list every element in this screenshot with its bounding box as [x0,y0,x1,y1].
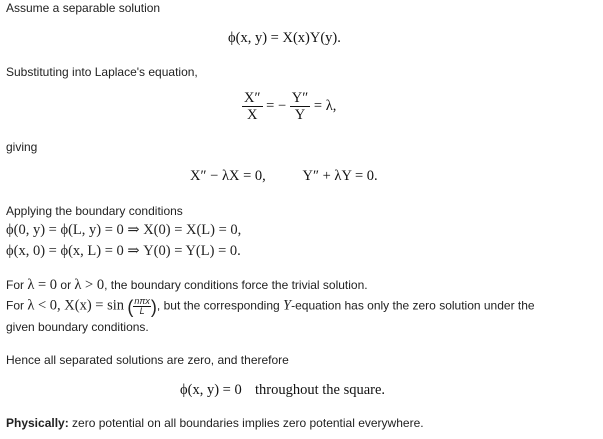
equals-lambda: = λ, [313,97,337,114]
case2-pre: For [6,298,28,313]
fraction-y-numerator: Y″ [291,90,309,106]
paren-open: ( [127,296,134,317]
case1-pre: For [6,278,28,292]
ode-x: X″ − λX = 0, [190,168,266,184]
case1-post: , the boundary conditions force the trivial solution. [104,278,368,292]
intro-text: Assume a separable solution [6,1,161,15]
sin-arg-numerator: nπx [134,296,150,306]
case1-math-1: λ = 0 [27,277,58,293]
equation-ratio [242,90,336,123]
fraction-y [290,90,311,123]
equation-result [180,382,385,399]
boundary-condition-1: ϕ(0, y) = ϕ(L, y) = 0 ⇒ X(0) = X(L) = 0, [6,222,242,238]
result-math: ϕ(x, y) = 0 [180,382,242,398]
case2-continuation: given boundary conditions. [6,320,149,334]
fraction-x-denominator: X [247,107,258,123]
giving-text: giving [6,140,38,154]
case2-post: -equation has only the zero solution under the [291,298,535,313]
sin-arg-denominator: L [139,306,145,316]
result-text: throughout the square. [254,382,386,398]
fraction-y-denominator: Y [294,107,306,123]
equation-odes [190,168,378,185]
case1-math-2: λ > 0 [74,277,105,293]
sin-argument-fraction [133,297,151,316]
fraction-x [242,90,263,123]
case-lambda-nonneg [6,277,368,293]
paren-close: ) [150,296,157,317]
physically-label: Physically: [6,416,69,430]
boundary-condition-2: ϕ(x, 0) = ϕ(x, L) = 0 ⇒ Y(0) = Y(L) = 0. [6,243,241,259]
fraction-x-numerator: X″ [244,90,261,106]
case2-math-2: Y [283,297,292,314]
equation-separable: ϕ(x, y) = X(x)Y(y). [228,30,341,46]
ode-y: Y″ + λY = 0. [302,168,378,184]
minus-sign: − [277,97,287,114]
physically-text [6,415,424,431]
applying-text: Applying the boundary conditions [6,204,183,218]
case-lambda-neg [6,297,535,316]
physically-body: zero potential on all boundaries implies zero potential everywhere. [68,416,424,430]
substituting-text: Substituting into Laplace's equation, [6,65,198,79]
case1-mid: or [57,278,75,292]
case2-mid: , but the corresponding [156,298,284,313]
case2-math-1: λ < 0, X(x) = sin [27,297,125,314]
hence-text: Hence all separated solutions are zero, and therefore [6,353,289,367]
equals-sign: = [266,97,275,114]
